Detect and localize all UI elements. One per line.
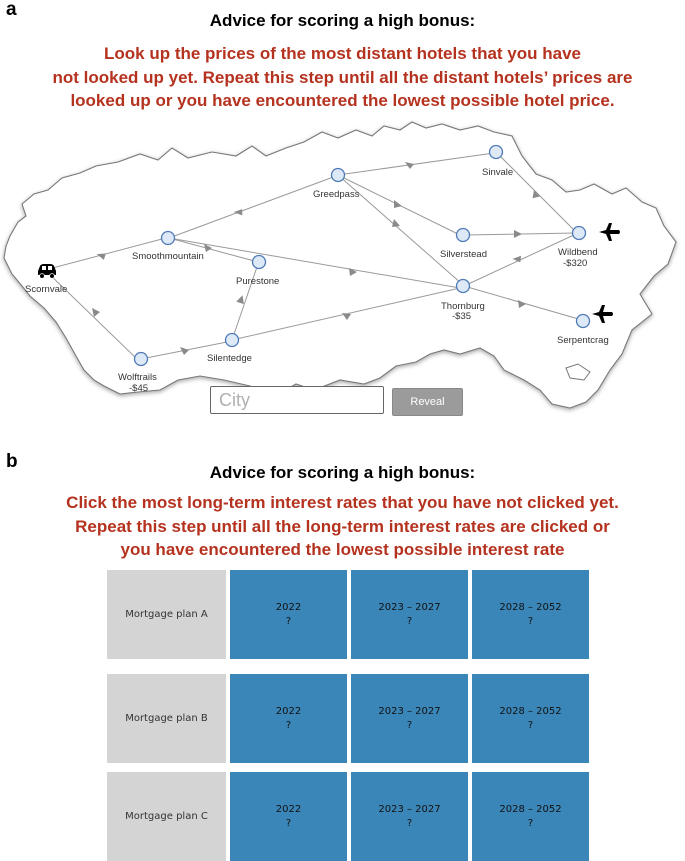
rate-period: 2028 – 2052 bbox=[499, 705, 562, 717]
advice-line: you have encountered the lowest possible interest rate bbox=[120, 540, 565, 559]
city-node-purestone[interactable] bbox=[253, 256, 266, 269]
city-search-input[interactable] bbox=[210, 386, 384, 414]
reveal-button[interactable]: Reveal bbox=[392, 388, 463, 416]
rate-period: 2022 bbox=[275, 803, 302, 815]
rate-cell[interactable] bbox=[230, 772, 347, 861]
rate-cell[interactable] bbox=[351, 772, 468, 861]
rate-period: 2023 – 2027 bbox=[378, 601, 441, 613]
city-node-silentedge[interactable] bbox=[226, 334, 239, 347]
rate-value: ? bbox=[406, 719, 413, 731]
city-node-wolftrails[interactable] bbox=[135, 353, 148, 366]
city-label-serpentcrag: Serpentcrag bbox=[557, 335, 609, 346]
city-label-greedpass: Greedpass bbox=[313, 189, 360, 200]
advice-line: Repeat this step until all the long-term interest rates are clicked or bbox=[75, 516, 610, 536]
price-label-wildbend: -$320 bbox=[563, 258, 588, 269]
advice-text-a bbox=[0, 42, 685, 113]
city-node-wildbend[interactable] bbox=[573, 227, 586, 240]
panel-a-letter: a bbox=[6, 0, 17, 20]
city-node-thornburg[interactable] bbox=[457, 280, 470, 293]
plan-label: Mortgage plan A bbox=[107, 570, 226, 659]
rate-cell[interactable] bbox=[472, 674, 589, 763]
city-label-silverstead: Silverstead bbox=[440, 249, 487, 260]
rate-value: ? bbox=[406, 615, 413, 627]
advice-heading-a: Advice for scoring a high bonus: bbox=[209, 11, 476, 30]
rate-cell[interactable] bbox=[351, 674, 468, 763]
rate-value: ? bbox=[527, 615, 534, 627]
advice-text-b bbox=[0, 491, 685, 562]
city-node-serpentcrag[interactable] bbox=[577, 315, 590, 328]
city-label-thornburg: Thornburg bbox=[441, 301, 485, 312]
rate-period: 2028 – 2052 bbox=[499, 803, 562, 815]
city-node-sinvale[interactable] bbox=[490, 146, 503, 159]
rate-cell[interactable] bbox=[472, 772, 589, 861]
price-label-thornburg: -$35 bbox=[452, 311, 472, 322]
city-node-greedpass[interactable] bbox=[332, 169, 345, 182]
rate-value: ? bbox=[285, 817, 292, 829]
rate-cell[interactable] bbox=[351, 570, 468, 659]
advice-line: Click the most long-term interest rates that you have not clicked yet. bbox=[66, 493, 619, 512]
rate-period: 2023 – 2027 bbox=[378, 705, 441, 717]
rate-period: 2023 – 2027 bbox=[378, 803, 441, 815]
rate-period: 2022 bbox=[275, 601, 302, 613]
city-label-wildbend: Wildbend bbox=[558, 247, 598, 258]
advice-line: not looked up yet. Repeat this step until all the distant hotels’ prices are bbox=[52, 67, 633, 87]
plan-label: Mortgage plan B bbox=[107, 674, 226, 763]
advice-line: looked up or you have encountered the lowest possible hotel price. bbox=[70, 91, 615, 110]
rate-value: ? bbox=[406, 817, 413, 829]
city-label-purestone: Purestone bbox=[236, 276, 280, 287]
rate-value: ? bbox=[527, 719, 534, 731]
panel-b-letter: b bbox=[6, 451, 18, 472]
rate-value: ? bbox=[285, 719, 292, 731]
city-label-scornvale: Scornvale bbox=[25, 284, 68, 295]
city-label-smoothmountain: Smoothmountain bbox=[132, 251, 204, 262]
advice-heading-b: Advice for scoring a high bonus: bbox=[209, 463, 476, 482]
rate-cell[interactable] bbox=[230, 674, 347, 763]
rate-value: ? bbox=[527, 817, 534, 829]
city-label-sinvale: Sinvale bbox=[482, 167, 514, 178]
city-label-silentedge: Silentedge bbox=[207, 353, 252, 364]
road-map bbox=[0, 118, 685, 418]
plan-label: Mortgage plan C bbox=[107, 772, 226, 861]
rate-cell[interactable] bbox=[230, 570, 347, 659]
city-node-smoothmountain[interactable] bbox=[162, 232, 175, 245]
rate-value: ? bbox=[285, 615, 292, 627]
rate-period: 2028 – 2052 bbox=[499, 601, 562, 613]
price-label-wolftrails: -$45 bbox=[129, 383, 149, 394]
advice-line: Look up the prices of the most distant hotels that you have bbox=[104, 44, 581, 63]
city-node-silverstead[interactable] bbox=[457, 229, 470, 242]
city-label-wolftrails: Wolftrails bbox=[118, 372, 157, 383]
rate-period: 2022 bbox=[275, 705, 302, 717]
rate-cell[interactable] bbox=[472, 570, 589, 659]
